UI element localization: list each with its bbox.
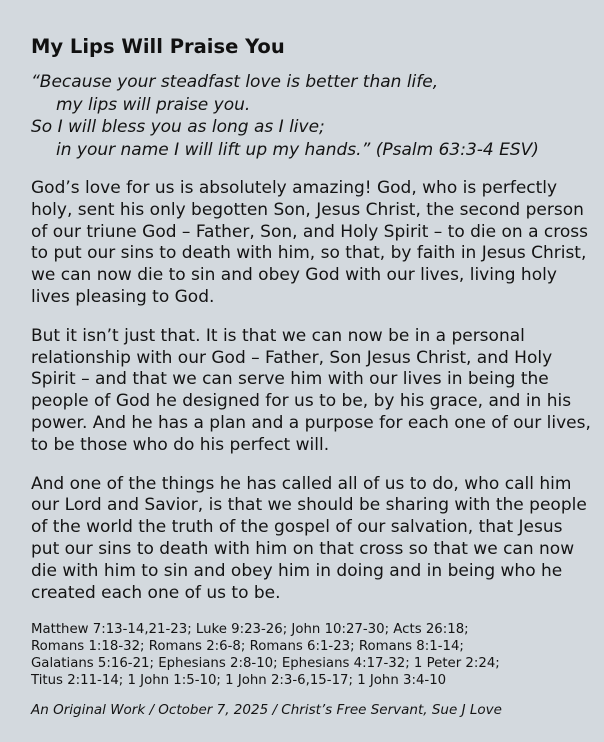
body-paragraph: God’s love for us is absolutely amazing! God, who is perfectly holy, sent his only begotten Son, Jesus Christ, the second person of our triune God – Father, Son, and Holy Spirit – to die on a cross to put our sins to death with him, so that, by faith in Jesus Christ, we can now die to sin and obey God with our lives, living holy lives pleasing to God. — [31, 178, 588, 307]
scripture-references — [31, 621, 551, 689]
page-title: My Lips Will Praise You — [31, 35, 285, 58]
reference-line: Romans 1:18-32; Romans 2:6-8; Romans 6:1-23; Romans 8:1-14; — [31, 639, 464, 655]
quote-line: in your name I will lift up my hands.” (Psalm 63:3-4 ESV) — [56, 139, 539, 160]
reference-line: Galatians 5:16-21; Ephesians 2:8-10; Ephesians 4:17-32; 1 Peter 2:24; — [31, 656, 500, 672]
quote-line: So I will bless you as long as I live; — [31, 117, 325, 137]
author-footer: An Original Work / October 7, 2025 / Christ’s Free Servant, Sue J Love — [31, 702, 502, 719]
scripture-quote — [31, 71, 594, 161]
reference-line: Matthew 7:13-14,21-23; Luke 9:23-26; John 10:27-30; Acts 26:18; — [31, 622, 469, 638]
body-paragraph: And one of the things he has called all of us to do, who call him our Lord and Savior, is that we should be sharing with the people of the world the truth of the gospel of our salvation, that Jesus put our sins to death with him on that cross so that we can now die with him to sin and obey him in doing and in being who he created each one of us to be. — [31, 473, 587, 603]
body-paragraph: But it isn’t just that. It is that we can now be in a personal relationship with our God – Father, Son Jesus Christ, and Holy Spirit – and that we can serve him with our lives in being the people of God he designed for us to be, by his grace, and in his power. And he has a plan and a purpose for each one of our lives, to be those who do his perfect will. — [31, 325, 591, 455]
reference-line: Titus 2:11-14; 1 John 1:5-10; 1 John 2:3-6,15-17; 1 John 3:4-10 — [31, 673, 447, 689]
quote-line: my lips will praise you. — [56, 94, 251, 115]
quote-line: “Because your steadfast love is better than life, — [31, 72, 439, 92]
